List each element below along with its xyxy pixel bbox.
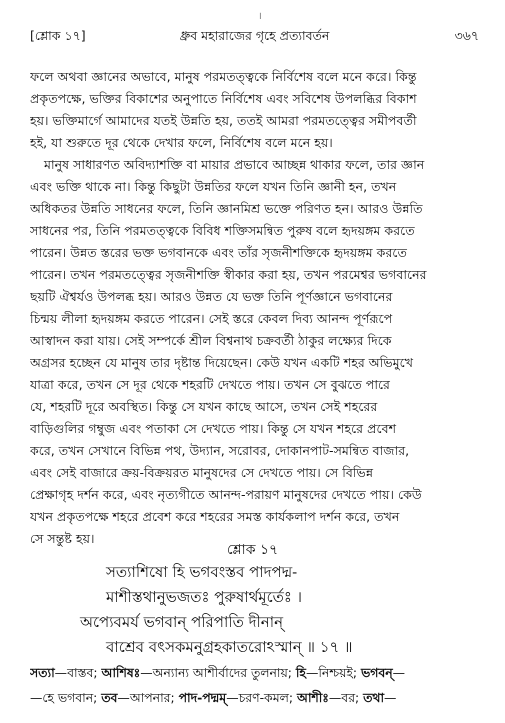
verse-line: সত্যাশিষো হি ভগবংস্তব পাদপদ্ম- xyxy=(106,563,298,581)
verse-line: মাশীস্তথানুভজতঃ পুরুষার্থমূর্তেঃ । xyxy=(106,588,303,606)
chapter-title: ধ্রুব মহারাজের গৃহে প্রত্যাবর্তন xyxy=(179,28,330,43)
text-line: যে, শহরটি দূরে অবস্থিত। কিন্তু সে যখন কাছে আসে, তখন সেই শহরের xyxy=(30,399,378,414)
synonym-line xyxy=(30,685,483,710)
text-line: পারেন। উন্নত স্তরের ভক্ত ভগবানকে এবং তাঁর সৃজনীশক্তিকে হৃদয়ঙ্গম করতে xyxy=(30,245,407,260)
synonym-meaning: নিশ্চয়ই; xyxy=(318,665,361,680)
text-line: হই, যা শুরুতে দূর থেকে দেখার ফলে, নির্বিশেষ বলে মনে হয়। xyxy=(30,135,333,150)
text-line: মানুষ সাধারণত অবিদ্যাশক্তি বা মায়ার প্রভাবে আচ্ছন্ন থাকার ফলে, তার জ্ঞান xyxy=(44,157,425,172)
synonym-dash: — xyxy=(140,665,153,680)
word-for-word-synonyms xyxy=(30,660,483,710)
sanskrit-verse xyxy=(80,560,485,660)
text-line: যাত্রা করে, তখন সে দূর থেকে শহরটি দেখতে পায়। তখন সে বুঝতে পারে xyxy=(30,377,390,392)
synonym-dash: — xyxy=(226,690,239,705)
synonym-dash: — xyxy=(117,690,130,705)
synonym-word: আশীঃ xyxy=(296,690,329,705)
synonym-word: ভগবন্ xyxy=(360,665,393,680)
text-line: আস্বাদন করা যায়। সেই সম্পর্কে শ্রীল বিশ্বনাথ চক্রবর্তী ঠাকুর লক্ষ্যের দিকে xyxy=(30,333,392,348)
text-line: বাড়িগুলির গম্বুজ এবং পতাকা সে দেখতে পায়। কিন্তু সে যখন শহরে প্রবেশ xyxy=(30,421,397,436)
text-line: প্রেক্ষাগৃহ দর্শন করে, এবং নৃত্যগীতে আনন্দ-পরায়ণ মানুষদের দেখতে পায়। কেউ xyxy=(30,487,422,502)
paragraph xyxy=(30,66,481,154)
text-line: সাধনের পর, তিনি পরমতত্ত্বকে বিবিধ শক্তিসমন্বিত পুরুষ বলে হৃদয়ঙ্গম করতে xyxy=(30,223,415,238)
verse-reference: [শ্লোক ১৭] xyxy=(30,28,86,43)
synonym-word: তব xyxy=(101,690,118,705)
running-header xyxy=(30,28,479,48)
synonym-meaning: অন্যান্য আশীর্বাদের তুলনায়; xyxy=(152,665,296,680)
purport-text xyxy=(30,66,481,550)
text-line: পারেন। তখন পরমতত্ত্বের সৃজনীশক্তি স্বীকার করা হয়, তখন পরমেশ্বর ভগবানের xyxy=(30,267,427,282)
synonym-meaning: বাস্তব; xyxy=(67,665,102,680)
synonym-meaning: হে ভগবান; xyxy=(42,690,102,705)
page-number: ৩৬৭ xyxy=(454,28,479,43)
synonym-dash: — xyxy=(384,690,397,705)
text-line: ফলে অথবা জ্ঞানের অভাবে, মানুষ পরমতত্ত্বকে নির্বিশেষ বলে মনে করে। কিন্তু xyxy=(30,69,417,84)
text-line: প্রকৃতপক্ষে, ভক্তির বিকাশের অনুপাতে নির্বিশেষ এবং সবিশেষ উপলব্ধির বিকাশ xyxy=(30,91,417,106)
paragraph xyxy=(30,154,481,550)
text-line: করে, তখন সেখানে বিভিন্ন পথ, উদ্যান, সরোবর, দোকানপাট-সমন্বিত বাজার, xyxy=(30,443,410,458)
synonym-line xyxy=(30,660,483,685)
synonym-word: পাদ-পদ্মম্ xyxy=(178,690,227,705)
verse-line: বাশ্রেব বৎসকমনুগ্রহকাতরোঽস্মান্ ॥ ১৭ ॥ xyxy=(106,638,353,656)
text-line: চিন্ময় লীলা হৃদয়ঙ্গম করতে পারেন। সেই স্তরে কেবল দিব্য আনন্দ পূর্ণরূপে xyxy=(30,311,393,326)
text-line: অধিকতর উন্নতি সাধনের ফলে, তিনি জ্ঞানমিশ্র ভক্তে পরিণত হন। আরও উন্নতি xyxy=(30,201,423,216)
synonym-meaning: চরণ-কমল; xyxy=(238,690,297,705)
verse-line: অপ্যেবমর্য ভগবান্ পরিপাতি দীনান্ xyxy=(80,613,284,631)
text-line: এবং সেই বাজারে ক্রয়-বিক্রয়রত মানুষদের সে দেখতে পায়। সে বিভিন্ন xyxy=(30,465,374,480)
synonym-word: তথা xyxy=(363,690,385,705)
page-mark: । xyxy=(258,11,262,22)
synonym-dash: — xyxy=(392,665,406,680)
synonym-dash: — xyxy=(30,690,43,705)
synonym-word: সত্যা xyxy=(30,665,55,680)
verse-title: শ্লোক ১৭ xyxy=(226,542,279,558)
synonym-dash: — xyxy=(54,665,68,680)
synonym-word: হি xyxy=(295,665,306,680)
synonym-dash: — xyxy=(328,690,342,705)
text-line: হয়। ভক্তিমার্গে আমাদের যতই উন্নতি হয়, ততই আমরা পরমতত্ত্বের সমীপবর্তী xyxy=(30,113,417,128)
synonym-word: আশিষঃ xyxy=(101,665,141,680)
text-line: ছয়টি ঐশ্বর্যও উপলব্ধ হয়। আরও উন্নত যে ভক্ত তিনি পূর্ণজ্ঞানে ভগবানের xyxy=(30,289,393,304)
synonym-dash: — xyxy=(305,665,319,680)
text-line: যখন প্রকৃতপক্ষে শহরে প্রবেশ করে শহরের সমস্ত কার্যকলাপ দর্শন করে, তখন xyxy=(30,509,400,524)
text-line: সে সন্তুষ্ট হয়। xyxy=(30,531,95,546)
text-line: এবং ভক্তি থাকে না। কিন্তু কিছুটা উন্নতির ফলে যখন তিনি জ্ঞানী হন, তখন xyxy=(30,179,397,194)
synonym-meaning: আপনার; xyxy=(129,690,179,705)
text-line: অগ্রসর হচ্ছেন যে মানুষ তার দৃষ্টান্ত দিয়েছেন। কেউ যখন একটি শহর অভিমুখে xyxy=(30,355,413,370)
synonym-meaning: বর; xyxy=(341,690,364,705)
